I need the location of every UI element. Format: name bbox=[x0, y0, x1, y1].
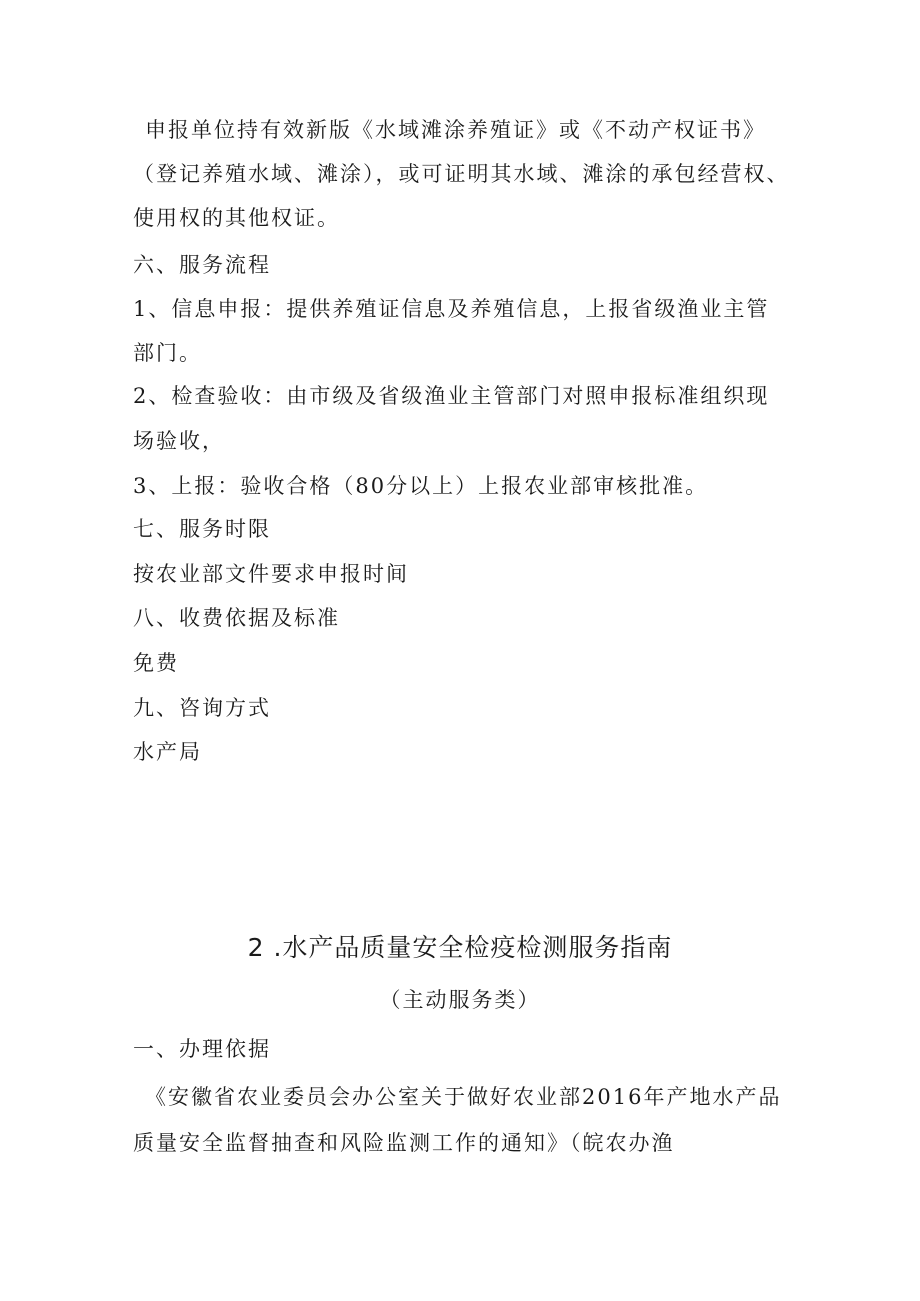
guide-subtitle: （主动服务类） bbox=[379, 988, 541, 1012]
requirement-line-1: 申报单位持有效新版《水域滩涂养殖证》或《不动产权证书》 bbox=[145, 118, 766, 142]
heading-service-time-limit: 七、服务时限 bbox=[133, 517, 271, 541]
basis-line-1: 《安徽省农业委员会办公室关于做好农业部2016年产地水产品 bbox=[145, 1085, 782, 1109]
heading-consultation: 九、咨询方式 bbox=[133, 696, 271, 720]
requirement-line-3: 使用权的其他权证。 bbox=[133, 206, 340, 230]
requirement-line-2: （登记养殖水域、滩涂），或可证明其水域、滩涂的承包经营权、 bbox=[133, 162, 790, 186]
heading-service-process: 六、服务流程 bbox=[133, 253, 271, 277]
consultation-text: 水产局 bbox=[133, 740, 202, 764]
step-2-line-2: 场验收， bbox=[133, 429, 225, 453]
heading-legal-basis: 一、办理依据 bbox=[133, 1037, 271, 1061]
step-1-line-2: 部门。 bbox=[133, 341, 202, 365]
guide-title: 2 .水产品质量安全检疫检测服务指南 bbox=[247, 933, 673, 962]
step-1-line-1: 1、信息申报：提供养殖证信息及养殖信息，上报省级渔业主管 bbox=[133, 297, 770, 321]
time-limit-text: 按农业部文件要求申报时间 bbox=[133, 562, 409, 586]
basis-line-2: 质量安全监督抽查和风险监测工作的通知》（皖农办渔 bbox=[133, 1131, 675, 1155]
heading-fee-basis: 八、收费依据及标准 bbox=[133, 606, 340, 630]
step-2-line-1: 2、检查验收：由市级及省级渔业主管部门对照申报标准组织现 bbox=[133, 384, 770, 408]
fee-text: 免费 bbox=[133, 651, 179, 675]
step-3: 3、上报：验收合格（80分以上）上报农业部审核批准。 bbox=[133, 474, 709, 498]
